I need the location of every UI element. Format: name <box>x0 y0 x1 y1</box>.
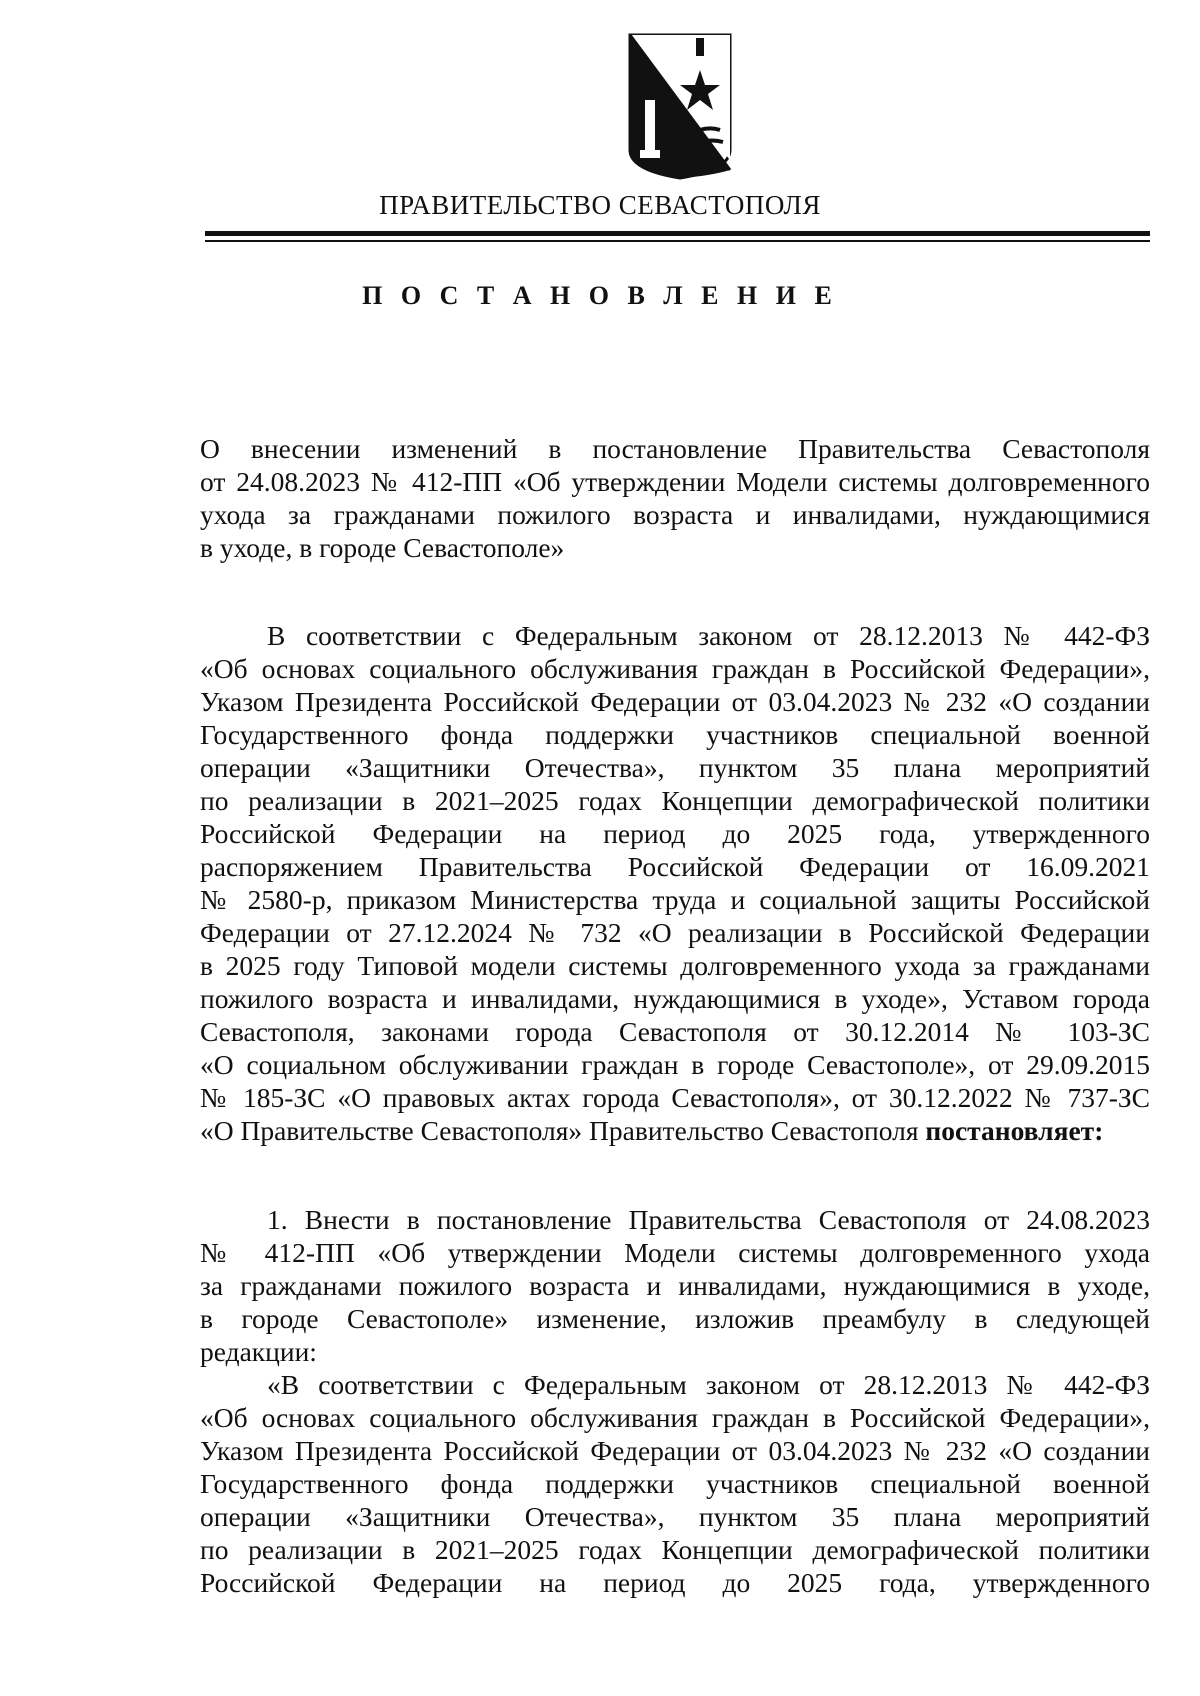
preamble-line: В соответствии с Федеральным законом от 28.12.2013 № 442-ФЗ <box>267 620 1150 651</box>
preamble-line: Указом Президента Российской Федерации от 03.04.2023 № 232 «О создании <box>200 686 1150 717</box>
preamble-line: операции «Защитники Отечества», пунктом 35 плана мероприятий <box>200 752 1150 783</box>
quote-line: «В соответствии с Федеральным законом от 28.12.2013 № 442-ФЗ <box>267 1369 1150 1400</box>
header-rule-thin <box>205 240 1150 242</box>
item1-line: в городе Севастополе» изменение, изложив преамбулу в следующей <box>200 1303 1150 1334</box>
title-line: от 24.08.2023 № 412-ПП «Об утверждении Модели системы долговременного <box>200 466 1150 497</box>
item1-line: за гражданами пожилого возраста и инвалидами, нуждающимися в уходе, <box>200 1270 1150 1301</box>
title-line: ухода за гражданами пожилого возраста и инвалидами, нуждающимися <box>200 499 1150 530</box>
title-line: О внесении изменений в постановление Правительства Севастополя <box>200 433 1150 464</box>
quote-line: по реализации в 2021–2025 годах Концепции демографической политики <box>200 1534 1150 1565</box>
preamble-line: № 185-ЗС «О правовых актах города Севастополя», от 30.12.2022 № 737-ЗС <box>200 1082 1150 1113</box>
document-type: П О С Т А Н О В Л Е Н И Е <box>362 281 838 310</box>
resolves-word: постановляет: <box>925 1115 1104 1146</box>
sevastopol-coat-of-arms-icon <box>620 30 740 180</box>
quote-line: «Об основах социального обслуживания граждан в Российской Федерации», <box>200 1402 1150 1433</box>
preamble-line: «О социальном обслуживании граждан в городе Севастополе», от 29.09.2015 <box>200 1049 1150 1080</box>
preamble-line: № 2580-р, приказом Министерства труда и социальной защиты Российской <box>200 884 1150 915</box>
quote-line: Государственного фонда поддержки участников специальной военной <box>200 1468 1150 1499</box>
quote-line: Российской Федерации на период до 2025 года, утвержденного <box>200 1567 1150 1598</box>
preamble-line: Государственного фонда поддержки участников специальной военной <box>200 719 1150 750</box>
item1-line: 1. Внести в постановление Правительства Севастополя от 24.08.2023 <box>267 1204 1150 1235</box>
preamble-line: по реализации в 2021–2025 годах Концепции демографической политики <box>200 785 1150 816</box>
preamble-last-line <box>200 1113 1150 1149</box>
preamble-line: «Об основах социального обслуживания граждан в Российской Федерации», <box>200 653 1150 684</box>
preamble-line: «О Правительстве Севастополя» Правительство Севастополя <box>200 1115 919 1146</box>
preamble-line: Федерации от 27.12.2024 № 732 «О реализации в Российской Федерации <box>200 917 1150 948</box>
preamble-line: Российской Федерации на период до 2025 года, утвержденного <box>200 818 1150 849</box>
organization-name: ПРАВИТЕЛЬСТВО СЕВАСТОПОЛЯ <box>379 190 821 220</box>
preamble-line: распоряжением Правительства Российской Федерации от 16.09.2021 <box>200 851 1150 882</box>
title-line: в уходе, в городе Севастополе» <box>200 532 565 563</box>
item1-line: № 412-ПП «Об утверждении Модели системы долговременного ухода <box>200 1237 1150 1268</box>
preamble-line: Севастополя, законами города Севастополя от 30.12.2014 № 103-ЗС <box>200 1016 1150 1047</box>
preamble-line: в 2025 году Типовой модели системы долговременного ухода за гражданами <box>200 950 1150 981</box>
item1-line: редакции: <box>200 1336 317 1367</box>
header-rule-thick <box>205 231 1150 236</box>
preamble-line: пожилого возраста и инвалидами, нуждающимися в уходе», Уставом города <box>200 983 1150 1014</box>
quote-line: операции «Защитники Отечества», пунктом 35 плана мероприятий <box>200 1501 1150 1532</box>
quote-line: Указом Президента Российской Федерации от 03.04.2023 № 232 «О создании <box>200 1435 1150 1466</box>
